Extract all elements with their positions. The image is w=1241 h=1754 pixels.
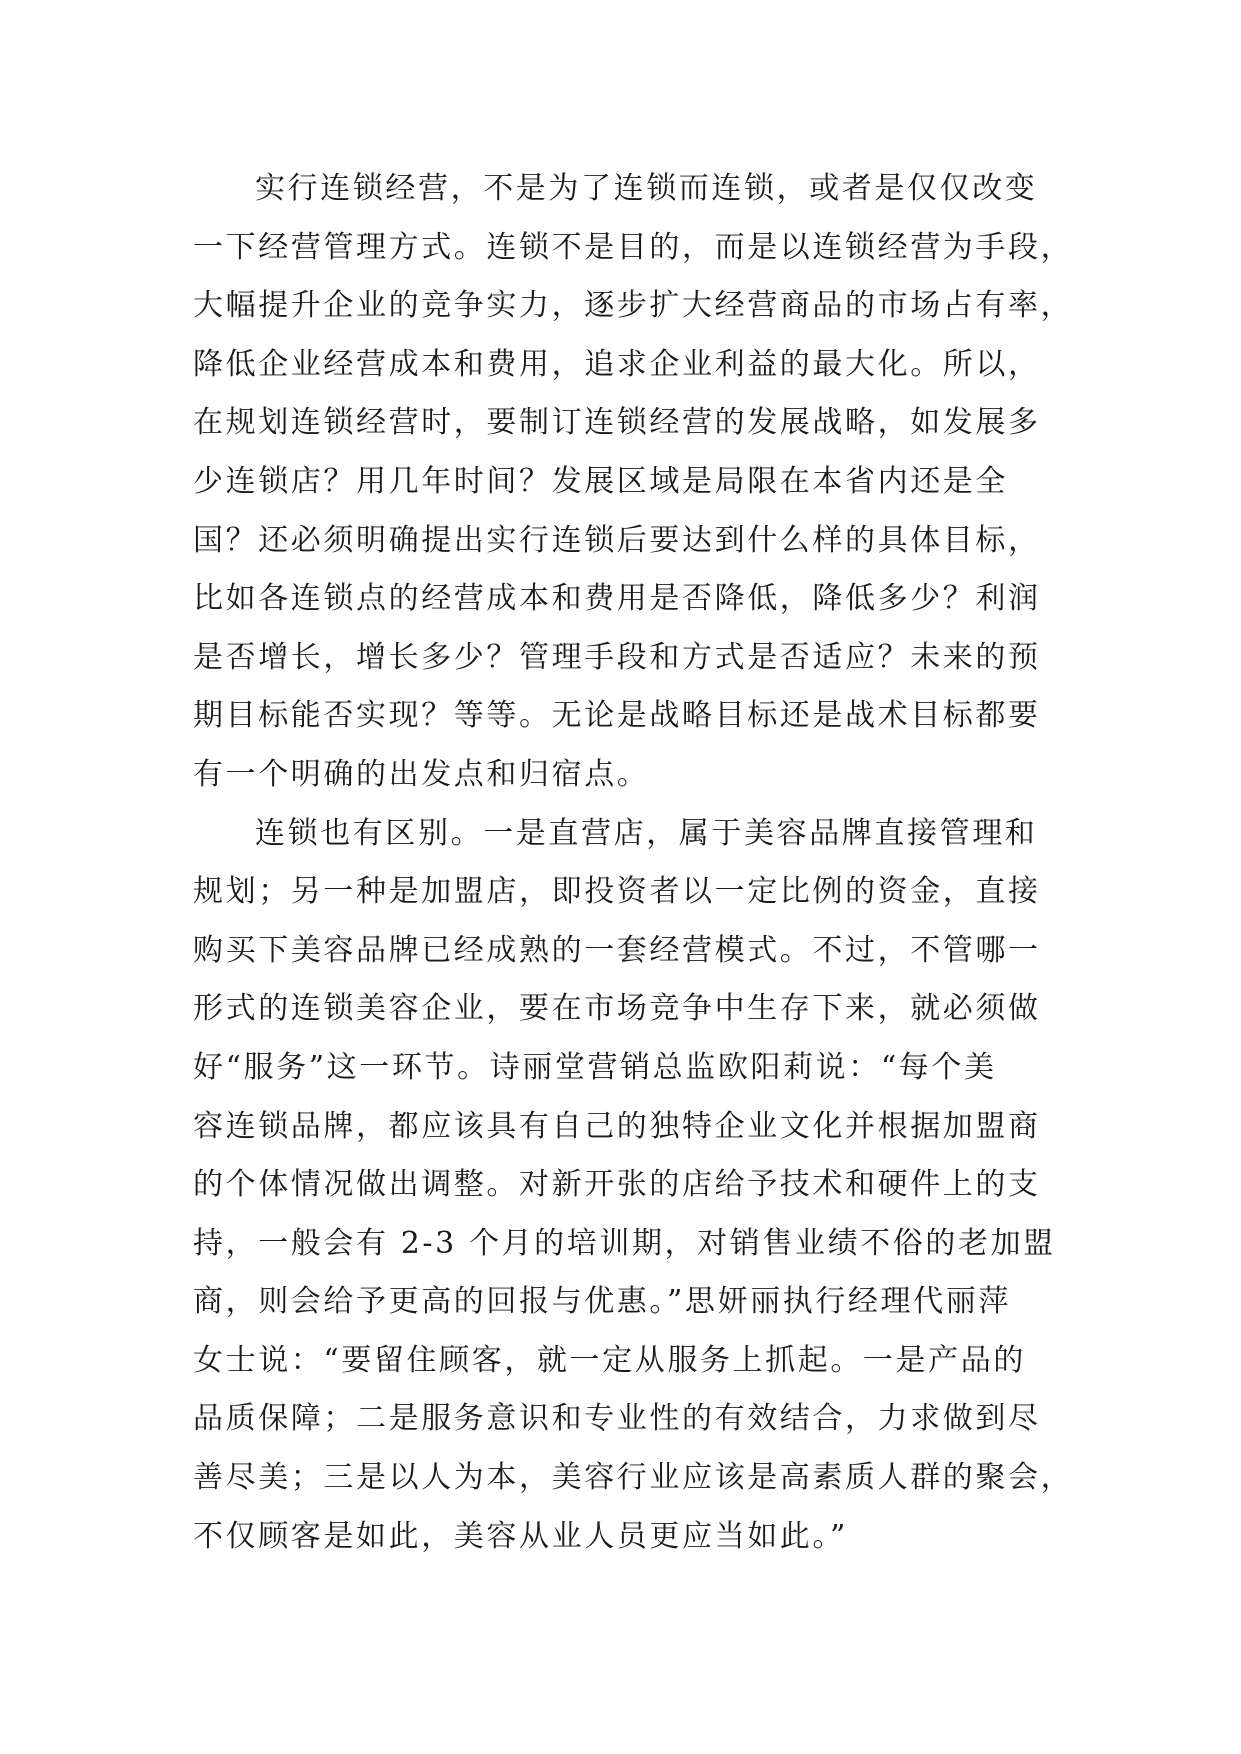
text-line: 实行连锁经营，不是为了连锁而连锁，或者是仅仅改变: [255, 171, 1038, 206]
text-line: 不仅顾客是如此，美容从业人员更应当如此。”: [193, 1518, 848, 1554]
text-line: 商，则会给予更高的回报与优惠。”思妍丽执行经理代丽萍: [193, 1284, 1011, 1320]
text-line: 规划；另一种是加盟店，即投资者以一定比例的资金，直接: [193, 874, 1041, 910]
text-line: 购买下美容品牌已经成熟的一套经营模式。不过，不管哪一: [193, 932, 1041, 968]
text-line: 在规划连锁经营时，要制订连锁经营的发展战略，如发展多: [193, 405, 1041, 441]
text-line: 有一个明确的出发点和归宿点。: [193, 756, 650, 792]
text-line: 善尽美；三是以人为本，美容行业应该是高素质人群的聚会，: [193, 1460, 1074, 1496]
text-line: 少连锁店？用几年时间？发展区域是局限在本省内还是全: [193, 463, 1008, 499]
text-line: 降低企业经营成本和费用，追求企业利益的最大化。所以，: [193, 346, 1041, 382]
text-line: 容连锁品牌，都应该具有自己的独特企业文化并根据加盟商: [193, 1108, 1041, 1144]
text-line: 一下经营管理方式。连锁不是目的，而是以连锁经营为手段，: [193, 229, 1074, 265]
text-line: 比如各连锁点的经营成本和费用是否降低，降低多少？利润: [193, 581, 1041, 617]
paragraph-1: [193, 160, 1093, 805]
text-line: 女士说：“要留住顾客，就一定从服务上抓起。一是产品的: [193, 1342, 1026, 1378]
text-line: 持，一般会有 2-3 个月的培训期，对销售业绩不俗的老加盟: [193, 1225, 1056, 1261]
text-line: 的个体情况做出调整。对新开张的店给予技术和硬件上的支: [193, 1167, 1041, 1203]
text-line: 品质保障；二是服务意识和专业性的有效结合，力求做到尽: [193, 1401, 1041, 1437]
text-line: 大幅提升企业的竞争实力，逐步扩大经营商品的市场占有率，: [193, 288, 1074, 324]
document-body: [193, 160, 1093, 1566]
text-line: 国？还必须明确提出实行连锁后要达到什么样的具体目标，: [193, 522, 1041, 558]
text-line: 是否增长，增长多少？管理手段和方式是否适应？未来的预: [193, 639, 1041, 675]
paragraph-2: [193, 805, 1093, 1567]
text-line: 连锁也有区别。一是直营店，属于美容品牌直接管理和: [255, 815, 1038, 851]
text-line: 期目标能否实现？等等。无论是战略目标还是战术目标都要: [193, 698, 1041, 734]
text-line: 形式的连锁美容企业，要在市场竞争中生存下来，就必须做: [193, 991, 1041, 1027]
text-line: 好“服务”这一环节。诗丽堂营销总监欧阳莉说：“每个美: [193, 1049, 997, 1085]
